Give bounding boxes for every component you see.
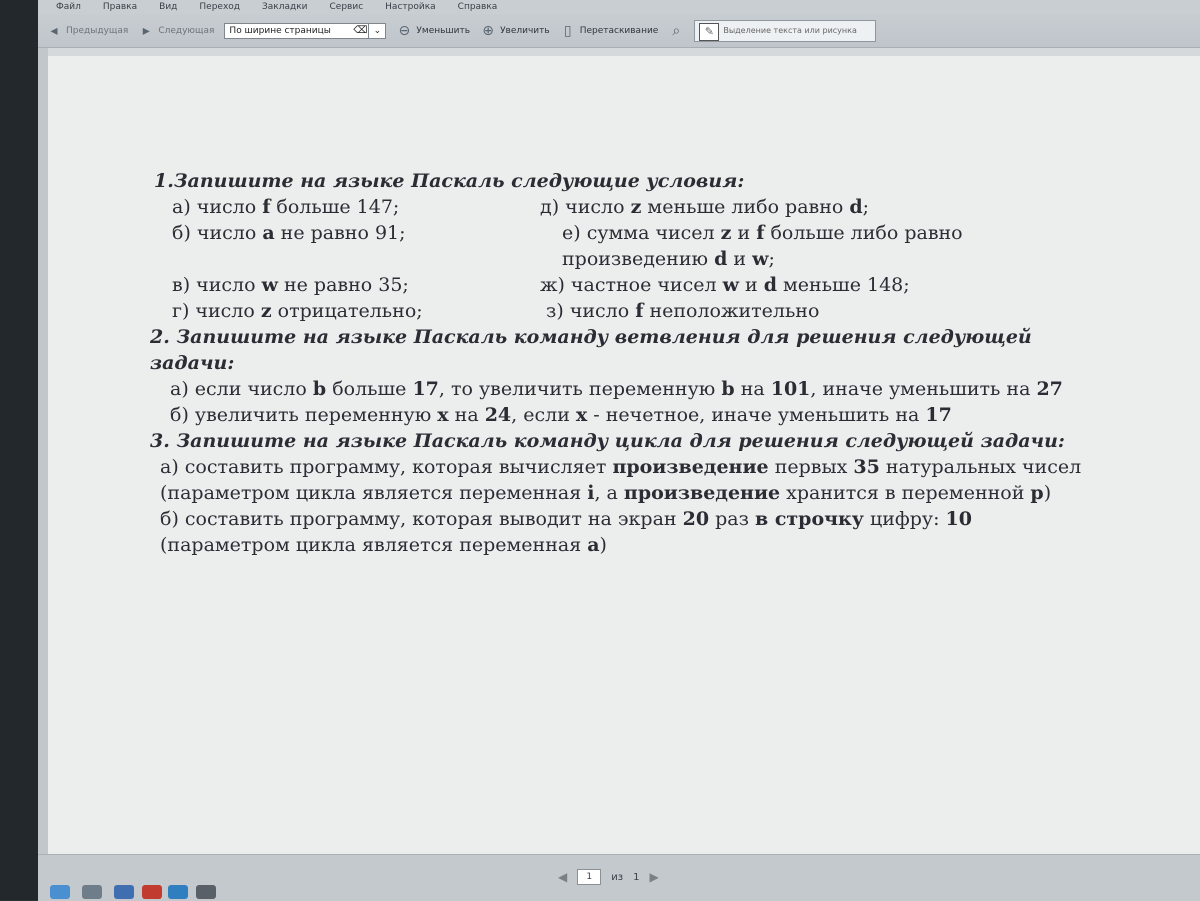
zoom-in-button[interactable] [480,23,550,39]
menu-edit[interactable]: Правка [102,2,138,12]
page-total: 1 [633,871,640,883]
emphasis: произведение [623,482,781,504]
task1-row [150,298,1110,324]
number: 20 [682,508,710,530]
document-viewport[interactable] [48,48,1200,854]
var: a [587,534,600,556]
text: ж) частное чисел [540,274,723,296]
drag-tool-button[interactable] [560,23,659,39]
var: x [437,404,449,426]
text: , а [594,482,624,504]
page-number-input[interactable]: 1 [577,869,601,885]
text: б) увеличить переменную [170,404,438,426]
menu-go[interactable]: Переход [199,2,241,12]
prev-page-arrow-icon[interactable]: ◀ [558,870,568,884]
text: (параметром цикла является переменная [160,482,588,504]
condition-left [150,194,540,220]
var: x [575,404,588,426]
task1-row [150,194,1110,220]
text: и [727,248,753,270]
text: первых [768,456,854,478]
task2-item-b [150,402,1110,428]
task2-item-a [150,376,1110,402]
previous-page-label: Предыдущая [66,25,129,36]
taskbar-app-icon[interactable] [114,885,134,899]
task1-row [150,220,1110,246]
text: а) если число [170,378,313,400]
text: б) число [172,222,263,244]
text: , иначе уменьшить на [810,378,1037,400]
page-navigator [558,869,659,885]
pen-icon: ✎ [699,23,719,41]
taskbar-app-icon[interactable] [196,885,216,899]
text: не равно 35; [277,274,409,296]
next-page-label: Следующая [158,25,215,36]
document-page [48,56,1200,854]
var: d [849,196,863,218]
toolbar [38,14,1200,48]
var: d [714,248,728,270]
condition-left [150,220,540,246]
var: w [722,274,739,296]
var: b [312,378,327,400]
pdf-viewer-window [38,0,1200,900]
text: раз [709,508,756,530]
text: цифру: [863,508,946,530]
task3-heading: 3. Запишите на языке Паскаль команду цикла для решения следующей задачи: [150,430,1065,452]
task1-conditions [150,194,1110,324]
text: б) составить программу, которая выводит на экран [160,508,683,530]
condition-right [540,298,1110,324]
text: больше либо равно [764,222,963,244]
var: z [720,222,732,244]
find-tool-button[interactable] [668,23,684,39]
var: a [262,222,275,244]
task3-item-a-note [150,480,1110,506]
task1-heading: 1.Запишите на языке Паскаль следующие условия: [154,170,745,192]
text: ) [1043,482,1052,504]
task1-row [150,272,1110,298]
magnifier-icon: ⌕ [672,22,681,39]
previous-page-button[interactable] [46,23,128,39]
menu-view[interactable]: Вид [159,2,178,12]
selection-tool-field[interactable] [694,20,876,42]
page-of-label: из [611,871,624,883]
text: в) число [172,274,262,296]
text: з) число [546,300,636,322]
var: p [1030,482,1044,504]
task3-item-a [150,454,1110,480]
menu-file[interactable]: Файл [56,2,81,12]
var: i [587,482,595,504]
menu-tools[interactable]: Сервис [329,2,364,12]
text: натуральных чисел [879,456,1082,478]
number: 17 [412,378,439,400]
condition-right [540,246,1110,272]
zoom-out-label: Уменьшить [416,25,471,36]
text: ; [768,248,775,270]
condition-left [150,272,540,298]
emphasis: в строчку [755,508,864,530]
zoom-in-label: Увеличить [500,25,550,36]
condition-left [150,298,540,324]
var: f [756,222,765,244]
number: 10 [945,508,972,530]
text: неположительно [643,300,820,322]
text: на [734,378,771,400]
document-text [150,168,1110,558]
text: произведению [562,248,715,270]
task2-heading: 2. Запишите на языке Паскаль команду ветвления для решения следующей задачи: [150,326,1032,374]
number: 27 [1036,378,1063,400]
screen-bezel [0,0,38,900]
var: z [260,300,272,322]
status-bar [38,854,1200,901]
taskbar-app-icon[interactable] [168,885,188,899]
text: больше [326,378,413,400]
text: а) число [172,196,263,218]
zoom-in-icon: ⊕ [482,22,494,39]
mouse-icon: ▯ [563,22,572,39]
condition-right [540,272,1110,298]
zoom-select[interactable] [224,23,386,39]
text: и [738,274,764,296]
var: b [721,378,735,400]
zoom-out-icon: ⊖ [398,22,411,39]
condition-right [540,220,1110,246]
condition-right [540,194,1110,220]
menu-bar [38,0,1200,14]
text: на [448,404,485,426]
taskbar-app-icon[interactable] [82,885,102,899]
text: - нечетное, иначе уменьшить на [587,404,926,426]
condition-left [150,246,540,272]
text: г) число [172,300,261,322]
zoom-out-button[interactable] [396,23,470,39]
text: ) [599,534,607,556]
emphasis: произведение [612,456,769,478]
arrow-right-icon: ▸ [142,22,150,39]
text: а) составить программу, которая вычисляет [160,456,613,478]
side-panel-strip [38,48,48,854]
taskbar-app-icon[interactable] [50,885,70,899]
text: е) сумма чисел [562,222,721,244]
var: d [763,274,777,296]
var: f [635,300,644,322]
text: хранится в переменной [780,482,1031,504]
text: д) число [540,196,631,218]
text: отрицательно; [271,300,423,322]
zoom-value: По ширине страницы [229,25,331,36]
text: (параметром цикла является переменная [160,534,588,556]
number: 35 [853,456,880,478]
text: , если [511,404,576,426]
text: , то увеличить переменную [438,378,722,400]
number: 17 [925,404,952,426]
var: w [752,248,769,270]
var: w [261,274,278,296]
number: 101 [770,378,811,400]
var: f [262,196,271,218]
task1-row [150,246,1110,272]
text: и [731,222,757,244]
text: меньше 148; [776,274,910,296]
drag-tool-label: Перетаскивание [579,25,659,36]
menu-settings[interactable]: Настройка [385,2,436,12]
task3-item-b-note [150,532,1110,558]
clear-icon[interactable]: ⌫ [353,24,368,36]
var: z [630,196,642,218]
taskbar-app-icon[interactable] [142,885,162,899]
selection-tool-label: Выделение текста или рисунка [723,26,857,35]
next-page-button[interactable] [138,23,214,39]
chevron-down-icon[interactable]: ⌄ [368,24,385,38]
menu-help[interactable]: Справка [457,2,498,12]
number: 24 [484,404,512,426]
task3-item-b [150,506,1110,532]
menu-bookmarks[interactable]: Закладки [262,2,308,12]
arrow-left-icon: ◂ [50,22,58,39]
text: ; [862,196,870,218]
text: меньше либо равно [641,196,850,218]
text: больше 147; [270,196,400,218]
next-page-arrow-icon[interactable]: ▶ [649,870,659,884]
text: не равно 91; [274,222,406,244]
